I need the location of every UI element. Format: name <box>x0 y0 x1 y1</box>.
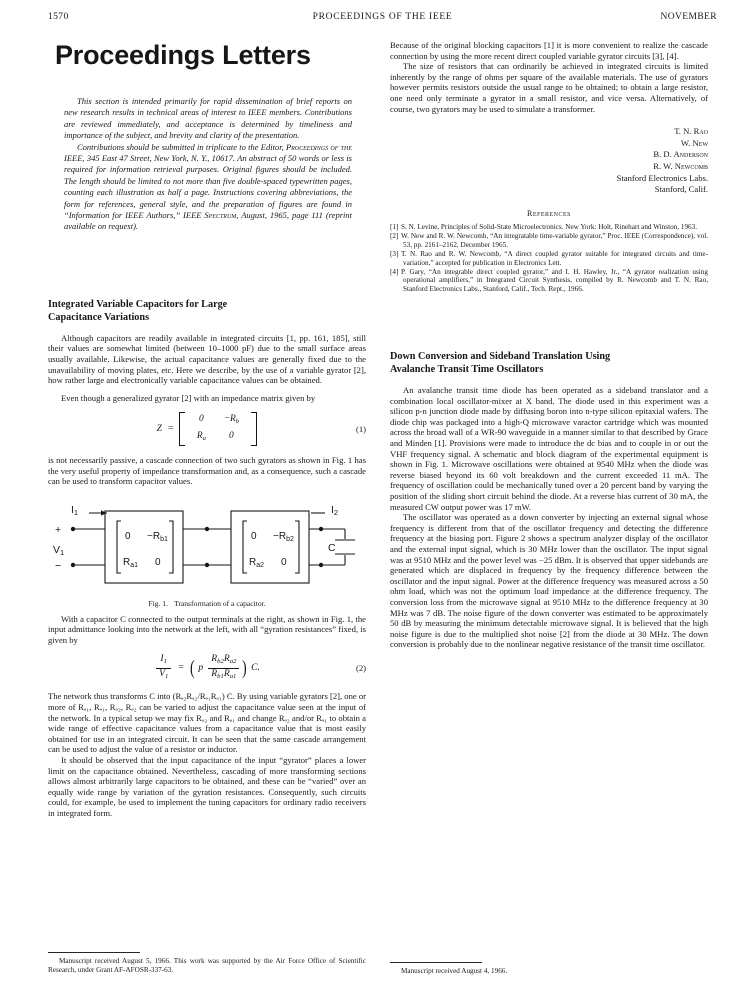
reference-number: [3] <box>390 250 399 259</box>
author-3: B. D. Anderson <box>653 149 708 160</box>
matrix-cell-12 <box>214 414 248 427</box>
figure-label-i1: I1 <box>71 504 79 518</box>
figure-box2-cell-11: 0 <box>251 531 257 543</box>
figure-label-c: C <box>328 542 336 555</box>
footnote-rule <box>390 962 482 963</box>
equation-2-tail: C. <box>251 662 260 674</box>
paragraph-gap <box>48 386 366 393</box>
policy-p2-smallcaps-2: IEEE Spectrum <box>183 210 237 221</box>
author-4: R. W. Newcomb <box>653 160 708 171</box>
affiliation-line-2: Stanford, Calif. <box>654 184 708 195</box>
matrix-grid <box>185 412 251 446</box>
equation-2-numerator-right: $R_{b2}R_{a2}$ <box>211 653 237 666</box>
column-spacer <box>390 294 708 334</box>
reference-number: [2] <box>390 232 399 241</box>
article-2-title-line-2: Avalanche Transit Time Oscillators <box>390 364 544 376</box>
equation-1-number: (1) <box>355 424 366 435</box>
reference-text: P. Gary, “An integrable direct coupled gyrator,” and I. H. Hawley, Jr., “A gyrator realization using operational amplifiers,” in Integrated Circuit Synthesis, compiled by R. Newcomb and T. N. Rao, Stanford Electronics Labs., Stanford, Calif., Tech. Rept., 1966. <box>401 267 708 293</box>
article-1-paragraph-3: is not necessarily passive, a cascade connection of two such gyrators as shown in Fig. 1 has the very useful property of impedance transformation and, as a consequence, such a cascade can be used to transform capacitor values. <box>48 455 366 487</box>
reference-number: [1] <box>390 223 399 232</box>
references-heading: References <box>526 208 571 218</box>
matrix-cell-22: 0 <box>229 430 234 441</box>
figure-box1-cell-22: 0 <box>155 557 161 569</box>
article-2-paragraph-2: The oscillator was operated as a down converter by injecting an external signal whose frequency is different from that of the oscillator frequency and detecting the difference frequency at the biasing port. Figure 2 shows a spectrum analyzer display of the oscillator and the external input signal, which is 30 MHz lower than the oscillator. The input signal was at 9510 MHz and the power level was −25 dBm. It is observed that upper sidebands are generated which are displaced in frequency by the frequency difference between the oscillator and the input signal. Power at the difference frequency was measured across a 50 ohm load, which was not the optimum load impedance at the difference frequency. The conversion loss from the microwave signal at 9510 MHz to the difference frequency at 30 MHz was 7 dB. The noise figure of the down converter was estimated to be approximately 50 dB by measuring the minimum detectable microwave signal. It is believed that the high noise figure is due to the multiplied shot noise [2] from the diode at 30 MHz. The down conversion is probably due to the nonlinear negative resistance of the transit time oscillator. <box>390 512 708 650</box>
figure-box1-cell-11: 0 <box>125 531 131 543</box>
running-head <box>48 12 717 22</box>
policy-p2-a: Contributions should be submitted in triplicate to the Editor, <box>77 141 286 152</box>
article-2-title <box>390 350 708 376</box>
references-list <box>390 223 708 293</box>
running-head-month: NOVEMBER <box>660 12 717 22</box>
article-2-paragraph-1: An avalanche transit time diode has been operated as a sideband translator and a combination local oscillator-mixer at X band. The diode used in this experiment was a silicon p-n junction diode made by diffusing boron into n-type silicon epitaxial wafers. The diode chip was packaged into a high-Q microwave varactor cartridge which was mounted across the broad wall of a WR-90 waveguide in a manner similar to that described by Grace and Minden [1]. Provisions were made to introduce the dc bias and to couple in or out the VHF frequency signal. A schematic and block diagram of the experimental equipment is shown in Fig. 1. Microwave oscillations were obtained at 9540 MHz when the diode was reverse biased beyond its 60 volt breakdown and the current exceeded 11 mA. The frequency of oscillation could be mechanically tuned over a 20 percent band by varying the position of the sliding short circuit behind the diode. At a reverse bias current of 30 mA, the measured CW output power was 17 mW. <box>390 385 708 512</box>
article-2-title-line-1: Down Conversion and Sideband Translation Using <box>390 351 611 363</box>
equation-1 <box>48 412 366 446</box>
matrix-cell-21-base: R <box>196 430 203 441</box>
figure-box2-cell-12: $-R_{b2}$ <box>273 531 294 544</box>
equation-2-denominator-right: $R_{b1}R_{a1}$ <box>208 668 239 682</box>
equation-2 <box>48 654 366 682</box>
policy-p2-b: IEEE <box>64 153 83 164</box>
reference-text: W. New and R. W. Newcomb, “An integratable time-variable gyrator,” Proc. IEEE (Correspondence), vol. 53, pp. 2161–2162, December 1965. <box>401 232 708 249</box>
equation-2-denominator-left: $V_1$ <box>156 668 171 682</box>
column-spacer <box>48 242 366 282</box>
equation-2-numerator-left: $I_1$ <box>160 653 167 666</box>
figure-box2-cell-22: 0 <box>281 557 287 569</box>
article-2-footnote-text: Manuscript received August 4, 1966. <box>401 967 508 975</box>
policy-p2-c: , 345 East 47 Street, New York, N. Y., 10617. An abstract of 50 words or less is required for information retrieval purposes. Original figures should be included. The length should be limited to not more than five double-spaced typewritten pages, counting each illustration as half a page. Instructions covering abbreviations, the form for references, general style, and the preparation of figures are found in “Information for IEEE Authors,” <box>64 153 352 221</box>
article-1-signature-block <box>390 126 708 196</box>
bracket-right <box>251 412 257 446</box>
article-1-footnote <box>48 952 366 975</box>
article-1-paragraph-6-cont: Because of the original blocking capacitors [1] it is more convenient to realize the cascade connection by using the more recent direct coupled variable gyrator circuits [3], [4]. <box>390 40 708 61</box>
article-1-paragraph-8: The size of resistors that can ordinarily be achieved in integrated circuits is limited inherently by the range of ohms per square of the available materials. The use of gyrators however permits resistors outside the usual range to be obtained; to obtain a large resistor, one need only terminate a gyrator in a small resistor, and vice versa. Alternatively, of course, two gyrators may be used to simulate a transformer. <box>390 61 708 114</box>
equation-2-ratio-fraction <box>208 654 239 682</box>
figure-label-i2: I2 <box>331 504 339 518</box>
section-policy-note <box>48 96 366 233</box>
article-1-paragraph-2: Even though a generalized gyrator [2] with an impedance matrix given by <box>61 392 316 403</box>
article-2-footnote <box>390 962 708 976</box>
reference-text: S. N. Levine, Principles of Solid-State Microelectronics. New York: Holt, Rinehart and Winston, 1963. <box>401 223 698 232</box>
equation-1-lhs: Z <box>156 423 162 435</box>
reference-item <box>390 232 708 249</box>
reference-item <box>390 250 708 267</box>
article-1-paragraph-5: The network thus transforms C into (Rₔ₂Rₐ₂/Rₔ₁Rₐ₁) C. By using variable gyrators [2], one or more of Rₐ₁, Rₔ₁, Rₐ₂, Rₔ₂ can be varied to adjust the capacitance value seen at the input of the network. In a typical setup we may fix Rₐ₂ and Rₐ₁ and change Rₔ₂ and/or Rₔ₁ to obtain a wide range of effective capacitance values from a capacitance value that is most easily obtained for use in an integrated circuit. It can be seen that the same cascade arrangement can be used to adjust the value of a resistor or inductor. <box>48 691 367 755</box>
equation-1-matrix <box>179 412 257 446</box>
figure-label-v1: V1 <box>53 544 65 558</box>
affiliation-line-1: Stanford Electronics Labs. <box>616 172 708 183</box>
page-folio: 1570 <box>48 12 69 22</box>
reference-number: [4] <box>390 267 399 276</box>
matrix-cell-21-sub: a <box>202 434 206 442</box>
equation-2-number: (2) <box>355 663 366 674</box>
figure-label-plus-left: + <box>55 524 62 537</box>
policy-paragraph-1: This section is intended primarily for rapid dissemination of brief reports on new research results in technical areas of interest to IEEE members. Contributions are reviewed immediately, and acceptance is determined by timeliness and importance of the subject, and brevity and clarity of the presentation. <box>64 96 352 141</box>
matrix-cell-12-base: −R <box>223 414 236 425</box>
policy-p2-smallcaps-1: Proceedings of the <box>285 141 352 152</box>
article-1-paragraph-4: With a capacitor C connected to the output terminals at the right, as shown in Fig. 1, the input admittance looking into the network at the left, with all “gyration resistances” fixed, is given by <box>48 613 366 645</box>
matrix-cell-11: 0 <box>199 414 204 425</box>
equation-1-equals: = <box>167 423 174 435</box>
right-column <box>390 40 708 650</box>
policy-p2-d: , August, 1965, page 111 (reprint available on request). <box>64 210 352 232</box>
author-1: T. N. Rao <box>674 126 708 137</box>
equation-2-paren-open: ( <box>189 657 195 680</box>
figure-label-minus-left: − <box>55 560 62 573</box>
author-2: W. New <box>680 137 708 148</box>
matrix-cell-21 <box>188 431 214 444</box>
running-head-title: PROCEEDINGS OF THE IEEE <box>312 12 453 22</box>
figure-1-caption-text: Transformation of a capacitor. <box>173 599 266 609</box>
figure-1 <box>48 499 366 610</box>
equation-2-p: p <box>198 662 204 674</box>
article-1-title-line-1: Integrated Variable Capacitors for Large <box>48 298 228 310</box>
equation-2-equals: = <box>178 662 184 674</box>
article-1-paragraph-6: It should be observed that the input capacitance of the input “gyrator” places a lower limit on the capacitance obtained. Nevertheless, cascading of more transforming sections allows almost arbitrarily large capacitors to be obtained, and these can be “varied” over an equally wide range by variation of the gyration resistances. Consequently, such circuits could, for example, be used to implement the tuning capacitors for ordinary radio receivers in integrated form. <box>48 754 366 818</box>
article-1-paragraph-1: Although capacitors are readily available in integrated circuits [1, pp. 161, 185], still their values are somewhat limited (between 10–1000 pF) due to the small surface areas usually available. Likewise, the actual capacitance values are generally fixed due to the unavailability of moving plates, etc. Here we describe, by the use of a variable gyrator [2], how rather large and electronically variable capacitance values can be obtained. <box>48 332 366 386</box>
article-1-footnote-text: Manuscript received August 5, 1966. This work was supported by the Air Force Office of Scientific Research, under Grant AF-AFOSR-337-63. <box>48 957 366 974</box>
figure-1-caption-label: Fig. 1. <box>148 599 168 609</box>
equation-2-lhs-fraction <box>156 654 171 682</box>
figure-box1-cell-21: $R_{a1}$ <box>123 557 139 570</box>
reference-text: T. N. Rao and R. W. Newcomb, “A direct coupled gyrator suitable for integrated circuits and time-variation,” accepted for publication in Electronics Lett. <box>401 250 708 267</box>
figure-1-caption <box>48 599 366 610</box>
footnote-rule <box>48 952 140 953</box>
figure-1-circuit-diagram <box>49 499 365 595</box>
policy-paragraph-2 <box>64 142 352 233</box>
figure-box2-cell-21: $R_{a2}$ <box>249 557 265 570</box>
figure-box1-cell-12: $-R_{b1}$ <box>147 531 168 544</box>
masthead-title: Proceedings Letters <box>55 40 311 70</box>
matrix-cell-12-sub: b <box>235 418 240 426</box>
article-1-title <box>48 298 366 324</box>
article-1-title-line-2: Capacitance Variations <box>48 311 150 323</box>
equation-2-paren-close: ) <box>242 657 248 680</box>
left-column <box>48 96 366 819</box>
reference-item <box>390 268 708 294</box>
reference-item <box>390 223 708 232</box>
